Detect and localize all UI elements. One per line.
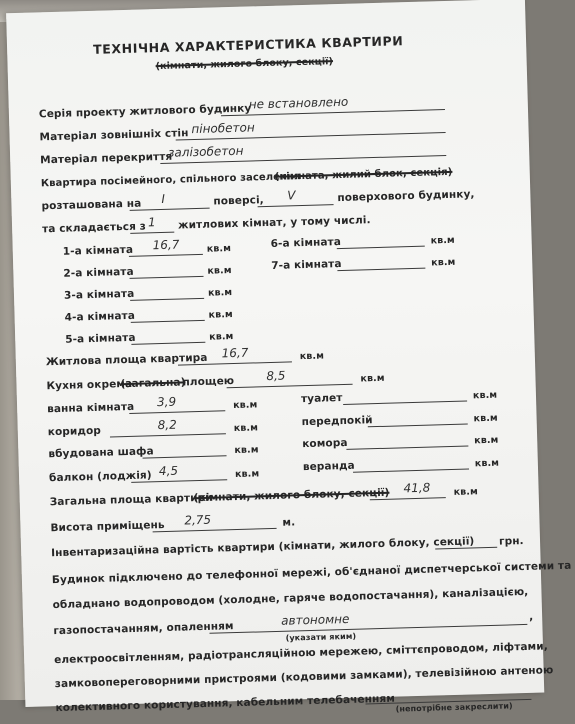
walls-label: Матеріал зовнішніх стін — [39, 127, 189, 144]
height-unit: м. — [282, 516, 296, 529]
kitchen-value: 8,5 — [266, 368, 286, 384]
hall-unit: кв.м — [473, 412, 498, 425]
poversi-label: поверсі, — [213, 194, 264, 208]
walls-value: пінобетон — [191, 120, 255, 137]
room1-unit: кв.м — [206, 243, 232, 255]
hall-line — [368, 424, 468, 428]
para-line-6: колективного користування, кабельним телебаченням — [55, 692, 396, 715]
rooms-count-value: 1 — [147, 215, 156, 230]
floor-label: Матеріал перекриття — [40, 150, 173, 167]
para-line-5: замковопереговорними пристроями (кодовими замками), телевізійною антеною — [54, 664, 554, 691]
room4-unit: кв.м — [208, 309, 233, 321]
balcony-value: 4,5 — [158, 463, 179, 479]
rooms-label: житлових кімнат, у тому числі. — [177, 214, 371, 232]
doc-subtitle: (кімнати, жилого блоку, секції) — [155, 56, 334, 73]
corridor-line — [110, 433, 226, 437]
pantry-line — [346, 446, 468, 450]
height-label: Висота приміщень — [50, 519, 165, 535]
corridor-label: коридор — [47, 424, 102, 439]
wardrobe-line — [143, 455, 227, 458]
room2-label: 2-а кімната — [63, 265, 134, 280]
total-value: 41,8 — [403, 480, 431, 496]
pantry-unit: кв.м — [474, 434, 499, 447]
balcony-unit: кв.м — [234, 468, 260, 481]
room6-label: 6-а кімната — [270, 235, 342, 250]
living-label: Житлова площа квартира — [45, 351, 208, 369]
toilet-label: туалет — [300, 392, 343, 406]
room2-line — [130, 276, 204, 279]
p3-comma: , — [528, 610, 534, 623]
room1-label: 1-а кімната — [62, 243, 134, 258]
kvart-label: Квартира посімейного, спільного заселення — [40, 171, 301, 190]
kitchen-unit: кв.м — [360, 372, 385, 385]
document-page — [6, 0, 572, 715]
room7-unit: кв.м — [431, 256, 456, 269]
seria-label: Серія проекту житлового будинку — [38, 102, 252, 121]
bath-value: 3,9 — [156, 394, 177, 410]
bath-unit: кв.м — [232, 399, 258, 412]
wardrobe-label: вбудована шафа — [48, 445, 154, 461]
room1-line — [129, 254, 203, 257]
p3-line — [209, 624, 527, 634]
bath-line — [129, 410, 225, 414]
p6-note: (непотрібне закреслити) — [395, 701, 513, 714]
para-line-2: обладнано водопроводом (холодне, гаряче водопостачання), каналізацією, — [52, 585, 529, 612]
room4-line — [131, 320, 205, 323]
height-value: 2,75 — [184, 512, 212, 528]
room6-line — [337, 246, 425, 249]
kitchen-label: Кухня окрема — [46, 377, 133, 393]
total-struck: (кімнати, жилого блоку, секції) — [193, 486, 390, 505]
living-unit: кв.м — [299, 350, 325, 363]
p3-note: (указати яким) — [285, 631, 357, 643]
veranda-label: веранда — [302, 459, 355, 474]
rooms-count-line — [130, 232, 174, 234]
p3-label: газопостачанням, опаленням — [53, 620, 234, 638]
veranda-line — [353, 468, 469, 472]
rozt-label: розташована на — [41, 197, 142, 213]
veranda-unit: кв.м — [474, 457, 500, 470]
room7-line — [337, 268, 425, 271]
room3-line — [130, 298, 204, 301]
balcony-label: балкон (лоджія) — [48, 469, 152, 485]
rozt-line — [130, 208, 210, 211]
total-unit: кв.м — [453, 486, 479, 498]
room1-value: 16,7 — [152, 237, 180, 253]
room2-unit: кв.м — [207, 265, 232, 277]
toilet-line — [343, 401, 467, 405]
corridor-unit: кв.м — [233, 422, 259, 435]
height-line — [153, 528, 277, 532]
living-value: 16,7 — [221, 345, 249, 361]
p3-value: автономне — [280, 611, 350, 628]
inv-label: Інвентаризаційна вартість квартири (кімнати, жилого блоку, секції) — [51, 535, 475, 560]
toilet-unit: кв.м — [472, 389, 498, 402]
room4-label: 4-а кімната — [64, 309, 136, 324]
room5-line — [131, 342, 205, 345]
inv-unit: грн. — [498, 535, 524, 548]
doc-title: ТЕХНІЧНА ХАРАКТЕРИСТИКА КВАРТИРИ — [92, 33, 404, 57]
poversi-line — [258, 204, 334, 207]
room5-label: 5-а кімната — [65, 331, 136, 346]
poversi-value: V — [287, 188, 296, 203]
hall-label: передпокій — [301, 414, 373, 429]
rozt-value: I — [161, 191, 166, 206]
floor-value: залізобетон — [167, 143, 244, 160]
kitchen-struck: (загальна) — [120, 376, 186, 391]
kitchen-label2: площею — [182, 375, 235, 389]
poverhovogo-label: поверхового будинку, — [337, 188, 475, 205]
room5-unit: кв.м — [209, 331, 234, 343]
kvart-struck: (кімната, жилий блок, секція) — [274, 166, 453, 183]
kitchen-line — [227, 384, 353, 389]
para-line-1: Будинок підключено до телефонної мережі, об'єднаної диспетчерської системи та — [51, 559, 572, 587]
seria-value: не встановлено — [248, 94, 349, 112]
room3-label: 3-а кімната — [63, 287, 135, 302]
total-label: Загальна площа квартири — [49, 491, 213, 509]
para-line-4: електроосвітленням, радіотрансляційною мережею, сміттєпроводом, ліфтами, — [54, 640, 549, 667]
wardrobe-unit: кв.м — [234, 444, 259, 457]
pantry-label: комора — [302, 436, 348, 451]
room7-label: 7-а кімната — [271, 257, 342, 272]
skladaetsia-label: та складається з — [41, 220, 147, 236]
room3-unit: кв.м — [207, 287, 233, 299]
corridor-value: 8,2 — [157, 417, 177, 433]
room6-unit: кв.м — [430, 234, 456, 247]
bath-label: ванна кімната — [47, 400, 135, 416]
